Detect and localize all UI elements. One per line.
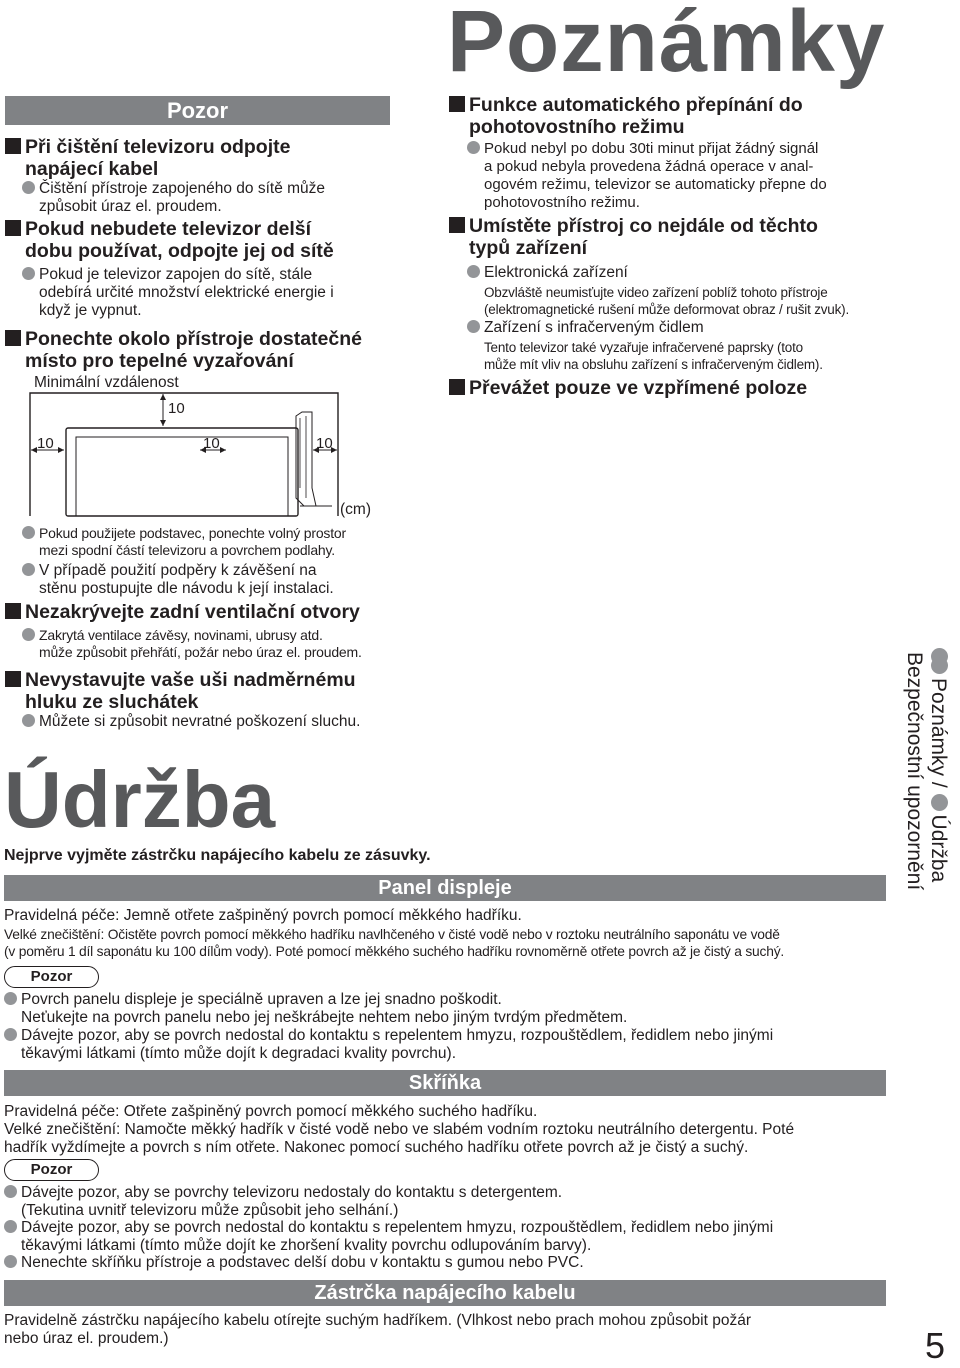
top-distance: 10 <box>168 400 185 417</box>
page-number: 5 <box>925 1325 946 1366</box>
maintenance-title: Údržba <box>4 755 276 844</box>
round-bullet-icon <box>22 267 35 280</box>
r2-item2-text: Tento televizor také vyzařuje infračervené paprsky (toto může mít vliv na obsluhu zařízení s infračerveným čidlem). <box>484 340 823 372</box>
square-bullet-icon <box>5 138 21 154</box>
round-bullet-icon <box>4 1255 17 1268</box>
round-bullet-icon <box>931 657 948 674</box>
notes-title: Poznámky <box>447 0 886 90</box>
round-bullet-icon <box>22 181 35 194</box>
unit-label: (cm) <box>340 501 371 518</box>
panel-bar: Panel displeje <box>4 875 886 901</box>
case-b1: Dávejte pozor, aby se povrchy televizoru nedostaly do kontaktu s detergentem. (Tekutina uvnitř televizoru může způsobit jeho selhání.) <box>4 1184 562 1220</box>
panel-heavy: Velké znečištění: Očistěte povrch pomocí měkkého hadříku navlhčeného v čisté vodě nebo v roztoku neutrálního saponátu ve vodě (v poměru 1 díl saponátu ku 100 dílům vody). Poté pomocí měkkého suchého hadříku rovnoměrně otřete povrch až je čistý a suchý. <box>4 927 785 959</box>
round-bullet-icon <box>467 265 480 278</box>
pozor-badge-case: Pozor <box>4 1159 99 1181</box>
pozor-bar-title: Pozor <box>166 98 229 123</box>
s1-heading: Při čištění televizoru odpojte napájecí kabel <box>5 137 290 180</box>
square-bullet-icon <box>5 603 21 619</box>
square-bullet-icon <box>449 96 465 112</box>
case-bar: Skříňka <box>4 1070 886 1096</box>
round-bullet-icon <box>467 141 480 154</box>
side-tab-notes: Poznámky / <box>927 678 950 794</box>
r2-heading: Umístěte přístroj co nejdále od těchto typů zařízení <box>449 216 818 259</box>
pozor-bar <box>5 96 390 125</box>
round-bullet-icon <box>22 526 35 539</box>
s2-heading: Pokud nebudete televizor delší dobu používat, odpojte jej od sítě <box>5 219 334 262</box>
side-tab-safety: Bezpečnostní upozornění <box>903 652 926 891</box>
plug-text: Pravidelně zástrčku napájecího kabelu otírejte suchým hadříkem. (Vlhkost nebo prach mohou způsobit požár nebo úraz el. proudem.) <box>4 1312 751 1347</box>
r2-item1: Elektronická zařízení <box>467 264 628 282</box>
s5-text: Můžete si způsobit nevratné poškození sluchu. <box>22 713 360 731</box>
b2-text: V případě použití podpěry k závěšení na stěnu postupujte dle návodu k její instalaci. <box>22 562 334 598</box>
maintenance-intro: Nejprve vyjměte zástrčku napájecího kabelu ze zásuvky. <box>4 847 431 864</box>
round-bullet-icon <box>4 1220 17 1233</box>
case-b3: Nenechte skříňku přístroje a podstavec delší dobu v kontaktu s gumou nebo PVC. <box>4 1254 584 1272</box>
s2-text: Pokud je televizor zapojen do sítě, stále odebírá určité množství elektrické energie i když je vypnut. <box>22 266 334 320</box>
tv-front-outline <box>66 428 298 516</box>
right-distance: 10 <box>203 435 220 452</box>
panel-b1: Povrch panelu displeje je speciálně upraven a lze jej snadno poškodit. Neťukejte na povrch panelu nebo jej neškrábejte nehtem nebo jiným tvrdým předmětem. <box>4 991 627 1027</box>
plug-bar: Zástrčka napájecího kabelu <box>4 1280 886 1306</box>
s4-text: Zakrytá ventilace závěsy, novinami, ubrusy atd. může způsobit přehřátí, požár nebo úraz el. proudem. <box>22 627 362 661</box>
r3-heading: Převážet pouze ve vzpřímené poloze <box>449 378 807 400</box>
back-distance: 10 <box>316 435 333 452</box>
s1-text: Čištění přístroje zapojeného do sítě může způsobit úraz el. proudem. <box>22 180 325 216</box>
r1-text: Pokud nebyl po dobu 30ti minut přijat žádný signál a pokud nebyla provedena žádná operace v anal- ogovém režimu, televizor se automaticky přepne do pohotovostního režimu. <box>467 140 827 212</box>
round-bullet-icon <box>4 1185 17 1198</box>
round-bullet-icon <box>467 320 480 333</box>
panel-b2: Dávejte pozor, aby se povrch nedostal do kontaktu s repelentem hmyzu, rozpouštědlem, ředidlem nebo jinými těkavými látkami (tímto může dojít k degradaci kvality povrchu). <box>4 1027 773 1063</box>
side-tab <box>902 648 950 890</box>
left-distance: 10 <box>37 435 54 452</box>
r2-item1-text: Obzvláště neumisťujte video zařízení poblíž tohoto přístroje (elektromagnetické rušení může deformovat obraz / rušit zvuk). <box>484 285 850 317</box>
s3-heading: Ponechte okolo přístroje dostatečné místo pro tepelné vyzařování <box>5 329 362 372</box>
round-bullet-icon <box>4 1028 17 1041</box>
square-bullet-icon <box>5 671 21 687</box>
r2-item2: Zařízení s infračerveným čidlem <box>467 319 704 337</box>
case-heavy: Velké znečištění: Namočte měkký hadřík v čisté vodě nebo ve slabém vodním roztoku neutrálního detergentu. Poté hadřík vyždímejte a povrch s ním otřete. Nakonec pomocí suchého hadříku otřete povrch až je čistý a suchý. <box>4 1121 795 1156</box>
side-tab-maintenance: Údržba <box>927 814 950 883</box>
square-bullet-icon <box>449 379 465 395</box>
round-bullet-icon <box>22 563 35 576</box>
round-bullet-icon <box>4 992 17 1005</box>
square-bullet-icon <box>449 217 465 233</box>
case-daily: Pravidelná péče: Otřete zašpiněný povrch pomocí měkkého suchého hadříku. <box>4 1103 538 1120</box>
tv-screen <box>76 437 288 516</box>
r1-heading: Funkce automatického přepínání do pohotovostního režimu <box>449 95 803 138</box>
s5-heading: Nevystavujte vaše uši nadměrnému hluku ze sluchátek <box>5 670 356 713</box>
clearance-diagram <box>0 388 390 518</box>
round-bullet-icon <box>931 794 948 811</box>
panel-daily: Pravidelná péče: Jemně otřete zašpiněný povrch pomocí měkkého hadříku. <box>4 907 522 924</box>
s4-heading: Nezakrývejte zadní ventilační otvory <box>5 602 360 624</box>
round-bullet-icon <box>22 628 35 641</box>
square-bullet-icon <box>5 220 21 236</box>
pozor-badge-panel: Pozor <box>4 966 99 988</box>
case-b2: Dávejte pozor, aby se povrch nedostal do kontaktu s repelentem hmyzu, rozpouštědlem, ředidlem nebo jinými těkavými látkami (tímto může dojít ke zhoršení kvality povrchu odlupováním barvy). <box>4 1219 773 1255</box>
min-distance-label: Minimální vzdálenost <box>34 374 179 391</box>
b1-text: Pokud použijete podstavec, ponechte volný prostor mezi spodní částí televizoru a povrchem podlahy. <box>22 525 346 559</box>
round-bullet-icon <box>22 714 35 727</box>
square-bullet-icon <box>5 330 21 346</box>
